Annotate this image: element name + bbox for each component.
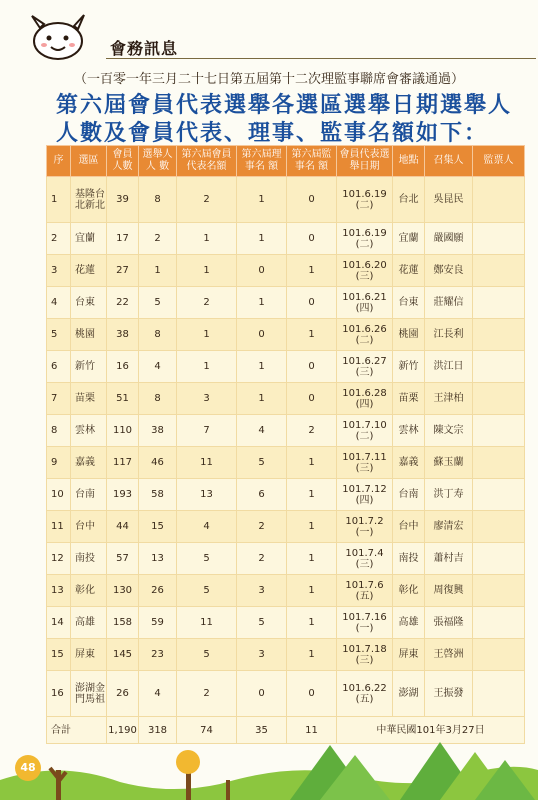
date-value: 101.7.11 bbox=[342, 451, 387, 463]
cell-supervisors: 1 bbox=[287, 543, 337, 575]
cell-place: 花蓮 bbox=[393, 255, 425, 287]
cell-voters: 8 bbox=[139, 319, 177, 351]
cell-seq: 10 bbox=[47, 479, 71, 511]
cell-supervisors: 0 bbox=[287, 383, 337, 415]
cell-convener: 王津柏 bbox=[425, 383, 473, 415]
cell-reps: 5 bbox=[177, 543, 237, 575]
weekday-value: (三) bbox=[355, 270, 374, 282]
cell-monitor bbox=[473, 511, 525, 543]
cell-members: 110 bbox=[107, 415, 139, 447]
weekday-value: (四) bbox=[355, 302, 374, 314]
cell-reps: 1 bbox=[177, 255, 237, 287]
cell-convener: 王振發 bbox=[425, 671, 473, 717]
cell-monitor bbox=[473, 447, 525, 479]
cell-supervisors: 1 bbox=[287, 319, 337, 351]
cell-convener: 洪江日 bbox=[425, 351, 473, 383]
col-header: 序 bbox=[47, 146, 71, 177]
weekday-value: (五) bbox=[355, 693, 374, 705]
cell-members: 38 bbox=[107, 319, 139, 351]
cell-reps: 11 bbox=[177, 607, 237, 639]
date-value: 101.6.21 bbox=[342, 291, 387, 303]
cell-monitor bbox=[473, 543, 525, 575]
col-header: 第六屆會員代表名額 bbox=[177, 146, 237, 177]
cell-monitor bbox=[473, 639, 525, 671]
total-supervisors: 11 bbox=[287, 717, 337, 744]
cell-seq: 14 bbox=[47, 607, 71, 639]
cell-members: 57 bbox=[107, 543, 139, 575]
cell-place: 台中 bbox=[393, 511, 425, 543]
cell-convener: 蕭村吉 bbox=[425, 543, 473, 575]
cell-convener: 洪丁寿 bbox=[425, 479, 473, 511]
cell-monitor bbox=[473, 671, 525, 717]
cell-supervisors: 2 bbox=[287, 415, 337, 447]
cell-members: 27 bbox=[107, 255, 139, 287]
date-value: 101.6.27 bbox=[342, 355, 387, 367]
cell-region: 新竹 bbox=[71, 351, 107, 383]
cell-members: 16 bbox=[107, 351, 139, 383]
table-row bbox=[47, 639, 525, 671]
cell-region: 南投 bbox=[71, 543, 107, 575]
col-header: 選舉人人 數 bbox=[139, 146, 177, 177]
cell-reps: 3 bbox=[177, 383, 237, 415]
header-divider bbox=[106, 58, 536, 59]
cell-reps: 2 bbox=[177, 287, 237, 319]
cell-supervisors: 1 bbox=[287, 639, 337, 671]
cell-voters: 26 bbox=[139, 575, 177, 607]
cell-directors: 5 bbox=[237, 447, 287, 479]
weekday-value: (五) bbox=[355, 590, 374, 602]
cell-supervisors: 1 bbox=[287, 575, 337, 607]
cell-seq: 1 bbox=[47, 177, 71, 223]
cell-directors: 5 bbox=[237, 607, 287, 639]
cell-date bbox=[337, 319, 393, 351]
cell-directors: 1 bbox=[237, 177, 287, 223]
cell-region: 基隆台北新北 bbox=[71, 177, 107, 223]
section-title: 會務訊息 bbox=[110, 39, 179, 58]
total-members: 1,190 bbox=[107, 717, 139, 744]
cell-supervisors: 1 bbox=[287, 447, 337, 479]
date-value: 101.6.19 bbox=[342, 227, 387, 239]
table-row bbox=[47, 575, 525, 607]
cell-place: 澎湖 bbox=[393, 671, 425, 717]
date-value: 101.7.6 bbox=[345, 579, 384, 591]
cell-region: 澎湖金門馬祖 bbox=[71, 671, 107, 717]
cell-voters: 1 bbox=[139, 255, 177, 287]
cell-voters: 58 bbox=[139, 479, 177, 511]
cell-monitor bbox=[473, 177, 525, 223]
cell-members: 26 bbox=[107, 671, 139, 717]
cell-monitor bbox=[473, 287, 525, 319]
weekday-value: (二) bbox=[355, 199, 374, 211]
cell-monitor bbox=[473, 383, 525, 415]
cell-members: 158 bbox=[107, 607, 139, 639]
cell-directors: 0 bbox=[237, 255, 287, 287]
cell-date bbox=[337, 287, 393, 319]
cell-members: 51 bbox=[107, 383, 139, 415]
cell-date bbox=[337, 575, 393, 607]
cell-supervisors: 0 bbox=[287, 177, 337, 223]
weekday-value: (三) bbox=[355, 366, 374, 378]
cell-reps: 2 bbox=[177, 671, 237, 717]
cell-seq: 7 bbox=[47, 383, 71, 415]
cell-monitor bbox=[473, 575, 525, 607]
total-reps: 74 bbox=[177, 717, 237, 744]
date-value: 101.6.28 bbox=[342, 387, 387, 399]
cell-members: 193 bbox=[107, 479, 139, 511]
cell-directors: 1 bbox=[237, 223, 287, 255]
col-header: 會員人數 bbox=[107, 146, 139, 177]
cell-region: 宜蘭 bbox=[71, 223, 107, 255]
goat-mascot-icon bbox=[18, 12, 98, 62]
col-header: 地點 bbox=[393, 146, 425, 177]
cell-directors: 3 bbox=[237, 639, 287, 671]
cell-seq: 12 bbox=[47, 543, 71, 575]
cell-place: 台東 bbox=[393, 287, 425, 319]
cell-seq: 3 bbox=[47, 255, 71, 287]
cell-reps: 2 bbox=[177, 177, 237, 223]
date-value: 101.7.18 bbox=[342, 643, 387, 655]
date-value: 101.7.2 bbox=[345, 515, 384, 527]
cell-region: 台東 bbox=[71, 287, 107, 319]
cell-convener: 嚴國願 bbox=[425, 223, 473, 255]
cell-directors: 2 bbox=[237, 543, 287, 575]
table-header-row bbox=[47, 146, 525, 177]
table-row bbox=[47, 351, 525, 383]
cell-supervisors: 0 bbox=[287, 671, 337, 717]
cell-supervisors: 0 bbox=[287, 223, 337, 255]
cell-monitor bbox=[473, 607, 525, 639]
cell-directors: 1 bbox=[237, 351, 287, 383]
cell-voters: 13 bbox=[139, 543, 177, 575]
cell-convener: 廖清宏 bbox=[425, 511, 473, 543]
cell-directors: 1 bbox=[237, 383, 287, 415]
cell-date bbox=[337, 671, 393, 717]
col-header: 第六屆理事名 額 bbox=[237, 146, 287, 177]
cell-seq: 9 bbox=[47, 447, 71, 479]
cell-monitor bbox=[473, 255, 525, 287]
cell-voters: 5 bbox=[139, 287, 177, 319]
cell-date bbox=[337, 543, 393, 575]
col-header: 監票人 bbox=[473, 146, 525, 177]
weekday-value: (二) bbox=[355, 238, 374, 250]
cell-place: 桃園 bbox=[393, 319, 425, 351]
main-title-line1: 第六屆會員代表選舉各選區選舉日期選舉人 bbox=[56, 93, 513, 118]
approval-note: （一百零一年三月二十七日第五屆第十二次理監事聯席會審議通過） bbox=[73, 72, 464, 87]
cell-convener: 江長利 bbox=[425, 319, 473, 351]
cell-place: 高雄 bbox=[393, 607, 425, 639]
cell-voters: 8 bbox=[139, 383, 177, 415]
weekday-value: (一) bbox=[355, 526, 374, 538]
cell-reps: 13 bbox=[177, 479, 237, 511]
hills-trees-illustration bbox=[0, 740, 538, 800]
date-value: 101.7.12 bbox=[342, 483, 387, 495]
col-header: 會員代表選舉日期 bbox=[337, 146, 393, 177]
cell-voters: 38 bbox=[139, 415, 177, 447]
cell-reps: 5 bbox=[177, 575, 237, 607]
cell-reps: 1 bbox=[177, 319, 237, 351]
date-value: 101.6.22 bbox=[342, 682, 387, 694]
cell-region: 屏東 bbox=[71, 639, 107, 671]
cell-date bbox=[337, 639, 393, 671]
table-row bbox=[47, 223, 525, 255]
cell-date bbox=[337, 607, 393, 639]
cell-date bbox=[337, 223, 393, 255]
cell-monitor bbox=[473, 223, 525, 255]
table-row bbox=[47, 177, 525, 223]
date-value: 101.7.16 bbox=[342, 611, 387, 623]
cell-convener: 陳文宗 bbox=[425, 415, 473, 447]
cell-reps: 1 bbox=[177, 351, 237, 383]
cell-convener: 周復興 bbox=[425, 575, 473, 607]
date-value: 101.6.19 bbox=[342, 188, 387, 200]
cell-seq: 15 bbox=[47, 639, 71, 671]
cell-monitor bbox=[473, 319, 525, 351]
cell-members: 130 bbox=[107, 575, 139, 607]
cell-directors: 0 bbox=[237, 671, 287, 717]
cell-reps: 5 bbox=[177, 639, 237, 671]
col-header: 第六屆監事名 額 bbox=[287, 146, 337, 177]
cell-voters: 23 bbox=[139, 639, 177, 671]
cell-supervisors: 1 bbox=[287, 479, 337, 511]
cell-place: 嘉義 bbox=[393, 447, 425, 479]
cell-directors: 3 bbox=[237, 575, 287, 607]
cell-supervisors: 1 bbox=[287, 607, 337, 639]
weekday-value: (三) bbox=[355, 558, 374, 570]
cell-directors: 4 bbox=[237, 415, 287, 447]
cell-place: 新竹 bbox=[393, 351, 425, 383]
cell-date bbox=[337, 479, 393, 511]
table-row bbox=[47, 543, 525, 575]
cell-date bbox=[337, 447, 393, 479]
cell-members: 17 bbox=[107, 223, 139, 255]
cell-voters: 8 bbox=[139, 177, 177, 223]
weekday-value: (二) bbox=[355, 334, 374, 346]
table-row bbox=[47, 255, 525, 287]
page-header bbox=[18, 12, 528, 62]
main-title-line2: 人數及會員代表、理事、監事名額如下： bbox=[56, 121, 489, 146]
cell-directors: 0 bbox=[237, 319, 287, 351]
cell-date bbox=[337, 177, 393, 223]
cell-seq: 2 bbox=[47, 223, 71, 255]
table-row bbox=[47, 319, 525, 351]
table-row bbox=[47, 383, 525, 415]
table-row bbox=[47, 607, 525, 639]
cell-date bbox=[337, 415, 393, 447]
cell-place: 彰化 bbox=[393, 575, 425, 607]
cell-voters: 59 bbox=[139, 607, 177, 639]
date-value: 101.7.4 bbox=[345, 547, 384, 559]
cell-members: 39 bbox=[107, 177, 139, 223]
cell-reps: 4 bbox=[177, 511, 237, 543]
cell-directors: 2 bbox=[237, 511, 287, 543]
cell-supervisors: 1 bbox=[287, 255, 337, 287]
cell-region: 桃園 bbox=[71, 319, 107, 351]
cell-reps: 1 bbox=[177, 223, 237, 255]
table-row bbox=[47, 671, 525, 717]
date-value: 101.6.20 bbox=[342, 259, 387, 271]
cell-convener: 張福隆 bbox=[425, 607, 473, 639]
cell-voters: 4 bbox=[139, 671, 177, 717]
cell-supervisors: 0 bbox=[287, 351, 337, 383]
cell-place: 台南 bbox=[393, 479, 425, 511]
cell-members: 145 bbox=[107, 639, 139, 671]
weekday-value: (四) bbox=[355, 398, 374, 410]
cell-region: 高雄 bbox=[71, 607, 107, 639]
cell-region: 台南 bbox=[71, 479, 107, 511]
cell-directors: 6 bbox=[237, 479, 287, 511]
cell-place: 屏東 bbox=[393, 639, 425, 671]
cell-region: 台中 bbox=[71, 511, 107, 543]
cell-seq: 6 bbox=[47, 351, 71, 383]
cell-convener: 鄭安良 bbox=[425, 255, 473, 287]
cell-voters: 4 bbox=[139, 351, 177, 383]
date-value: 101.7.10 bbox=[342, 419, 387, 431]
cell-region: 花蓮 bbox=[71, 255, 107, 287]
cell-monitor bbox=[473, 415, 525, 447]
date-value: 101.6.26 bbox=[342, 323, 387, 335]
cell-supervisors: 0 bbox=[287, 287, 337, 319]
cell-place: 雲林 bbox=[393, 415, 425, 447]
cell-voters: 46 bbox=[139, 447, 177, 479]
election-table bbox=[46, 145, 525, 744]
cell-place: 苗栗 bbox=[393, 383, 425, 415]
total-date-note: 中華民國101年3月27日 bbox=[337, 717, 525, 744]
cell-convener: 王啓洲 bbox=[425, 639, 473, 671]
cell-seq: 13 bbox=[47, 575, 71, 607]
page-number: 48 bbox=[15, 755, 41, 781]
total-directors: 35 bbox=[237, 717, 287, 744]
table-row bbox=[47, 287, 525, 319]
weekday-value: (三) bbox=[355, 462, 374, 474]
total-voters: 318 bbox=[139, 717, 177, 744]
cell-members: 22 bbox=[107, 287, 139, 319]
col-header: 召集人 bbox=[425, 146, 473, 177]
cell-region: 雲林 bbox=[71, 415, 107, 447]
cell-date bbox=[337, 511, 393, 543]
cell-monitor bbox=[473, 479, 525, 511]
table-row bbox=[47, 447, 525, 479]
cell-convener: 吳昆民 bbox=[425, 177, 473, 223]
cell-date bbox=[337, 255, 393, 287]
table-row bbox=[47, 511, 525, 543]
cell-convener: 莊耀信 bbox=[425, 287, 473, 319]
table-row bbox=[47, 415, 525, 447]
col-header: 選區 bbox=[71, 146, 107, 177]
table-row bbox=[47, 479, 525, 511]
cell-members: 117 bbox=[107, 447, 139, 479]
cell-date bbox=[337, 383, 393, 415]
cell-seq: 5 bbox=[47, 319, 71, 351]
weekday-value: (三) bbox=[355, 654, 374, 666]
cell-supervisors: 1 bbox=[287, 511, 337, 543]
cell-seq: 16 bbox=[47, 671, 71, 717]
cell-monitor bbox=[473, 351, 525, 383]
cell-reps: 7 bbox=[177, 415, 237, 447]
cell-place: 台北 bbox=[393, 177, 425, 223]
weekday-value: (一) bbox=[355, 622, 374, 634]
cell-voters: 2 bbox=[139, 223, 177, 255]
cell-reps: 11 bbox=[177, 447, 237, 479]
cell-members: 44 bbox=[107, 511, 139, 543]
cell-convener: 蘇玉蘭 bbox=[425, 447, 473, 479]
cell-voters: 15 bbox=[139, 511, 177, 543]
cell-region: 嘉義 bbox=[71, 447, 107, 479]
total-label: 合計 bbox=[47, 717, 107, 744]
weekday-value: (四) bbox=[355, 494, 374, 506]
cell-place: 宜蘭 bbox=[393, 223, 425, 255]
cell-region: 彰化 bbox=[71, 575, 107, 607]
weekday-value: (二) bbox=[355, 430, 374, 442]
cell-date bbox=[337, 351, 393, 383]
cell-place: 南投 bbox=[393, 543, 425, 575]
cell-region: 苗栗 bbox=[71, 383, 107, 415]
cell-seq: 8 bbox=[47, 415, 71, 447]
cell-seq: 4 bbox=[47, 287, 71, 319]
cell-seq: 11 bbox=[47, 511, 71, 543]
cell-directors: 1 bbox=[237, 287, 287, 319]
